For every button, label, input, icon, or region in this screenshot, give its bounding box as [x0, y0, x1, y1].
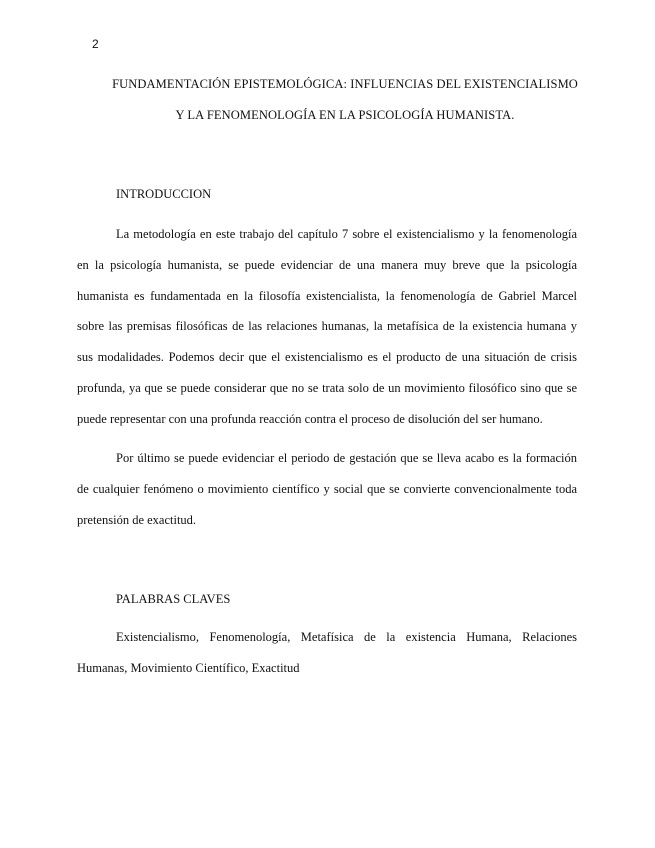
introduction-paragraph-1: La metodología en este trabajo del capítulo 7 sobre el existencialismo y la fenomenología en la psicología humanista, se puede evidenciar de una manera muy breve que la psicología humanista es fundamentada en la filosofía existencialista, la fenomenología de Gabriel Marcel sobre las premisas filosóficas de las relaciones humanas, la metafísica de la existencia humana y sus modalidades. Podemos decir que el existencialismo es el producto de una situación de crisis profunda, ya que se puede considerar que no se trata solo de un movimiento filosófico sino que se puede representar con una profunda reacción contra el proceso de disolución del ser humano.: [77, 227, 577, 426]
introduction-paragraph-2: Por último se puede evidenciar el periodo de gestación que se lleva acabo es la formación de cualquier fenómeno o movimiento científico y social que se convierte convencionalmente toda pretensión de exactitud.: [77, 451, 577, 527]
page-number: 2: [92, 37, 99, 51]
keywords-heading: PALABRAS CLAVES: [116, 592, 231, 606]
title-line-1: FUNDAMENTACIÓN EPISTEMOLÓGICA: INFLUENCIAS DEL EXISTENCIALISMO: [112, 77, 578, 91]
keywords-text: Existencialismo, Fenomenología, Metafísica de la existencia Humana, Relaciones Humanas, Movimiento Científico, Exactitud: [77, 630, 577, 675]
title-line-2: Y LA FENOMENOLOGÍA EN LA PSICOLOGÍA HUMANISTA.: [175, 108, 515, 122]
introduction-heading: INTRODUCCION: [116, 187, 212, 201]
